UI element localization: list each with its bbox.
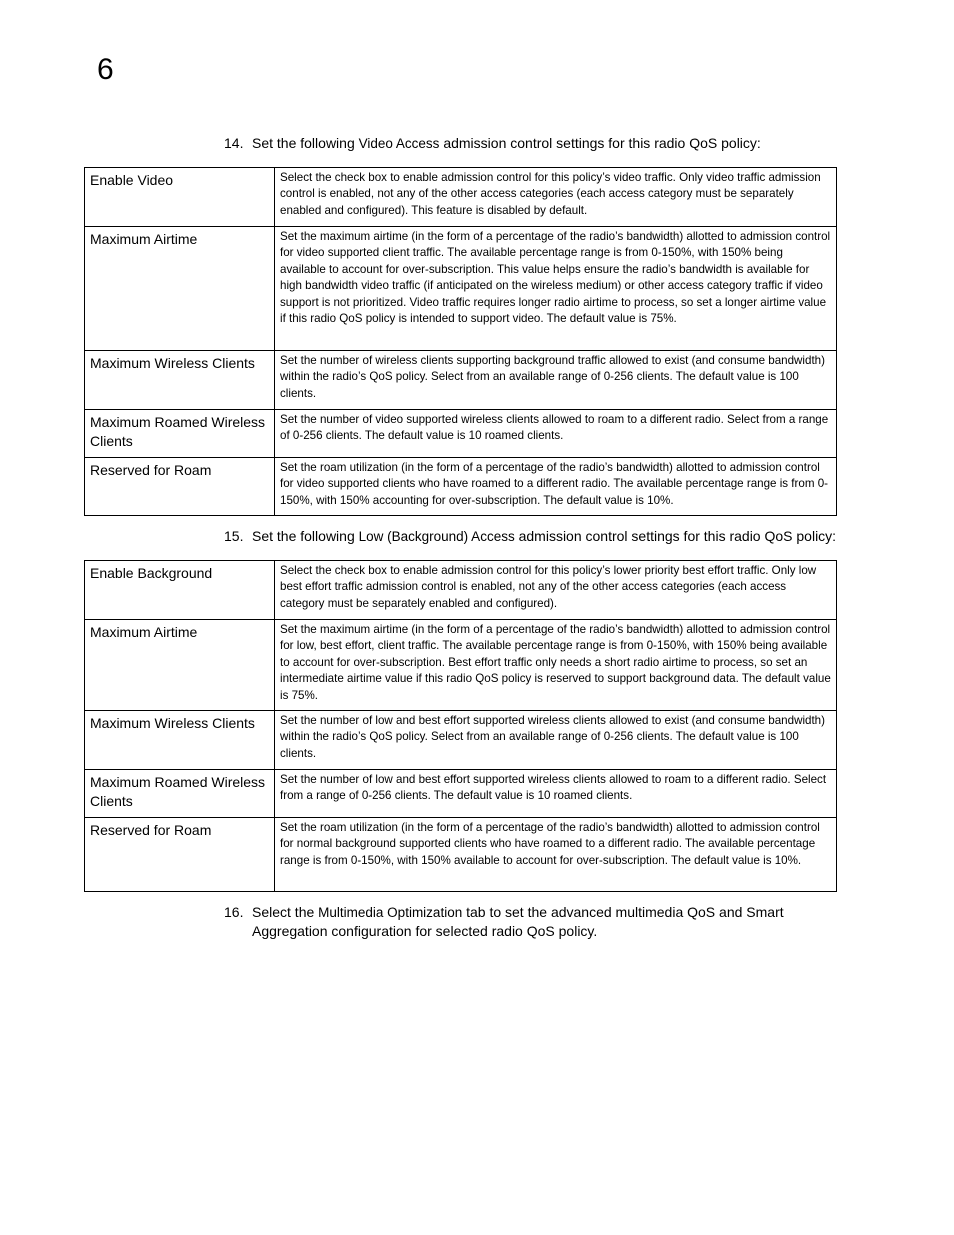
- param-description: Set the number of wireless clients supporting background traffic allowed to exist (and consume bandwidth) within the radio’s QoS policy. Select from an available range of 0-256 clients. The default value is 100 clients.: [275, 351, 837, 410]
- chapter-number: 6: [97, 53, 114, 86]
- step-text: [252, 903, 842, 941]
- step-number: 16.: [224, 904, 244, 920]
- table-row: [85, 410, 837, 458]
- param-description: Select the check box to enable admission control for this policy’s video traffic. Only video traffic admission control is enabled, not any of the other access categories (each access category must be separately enabled and configured). This feature is disabled by default.: [275, 168, 837, 227]
- table-row: [85, 458, 837, 516]
- table-row: [85, 168, 837, 227]
- table-row: [85, 620, 837, 711]
- table-row: [85, 818, 837, 892]
- table-row: [85, 351, 837, 410]
- step-prefix: Set the following: [252, 135, 359, 151]
- step-suffix: admission control settings for this radio QoS policy:: [514, 528, 837, 544]
- param-description: Set the maximum airtime (in the form of a percentage of the radio’s bandwidth) allotted to admission control for low, best effort, client traffic. The available percentage range is from 0-150%, with 150% being available to account for over-subscription. Best effort traffic only needs a short radio airtime to process, so set an intermediate airtime value if this radio QoS policy is reserved to support background data. The default value is 75%.: [275, 620, 837, 711]
- table-row: [85, 227, 837, 351]
- param-name: Maximum Wireless Clients: [85, 351, 275, 410]
- param-description: Select the check box to enable admission control for this policy’s lower priority best effort traffic. Only low best effort traffic admission control is enabled, not any of the other access categories (each access category must be separately enabled and configured).: [275, 561, 837, 620]
- table-row: [85, 770, 837, 818]
- step-suffix: tab to set the advanced multimedia QoS and Smart Aggregation configuration for selected radio QoS policy.: [252, 904, 784, 939]
- param-description: Set the number of low and best effort supported wireless clients allowed to roam to a different radio. Select from a range of 0-256 clients. The default value is 10 roamed clients.: [275, 770, 837, 818]
- param-name: Reserved for Roam: [85, 818, 275, 892]
- param-name: Maximum Roamed Wireless Clients: [85, 770, 275, 818]
- step-prefix: Select the: [252, 904, 319, 920]
- param-description: Set the maximum airtime (in the form of a percentage of the radio’s bandwidth) allotted to admission control for video supported client traffic. The available percentage range is from 0-150%, with 150% being available to account for over-subscription. This value helps ensure the radio’s bandwidth is available for high bandwidth video traffic (if anticipated on the wireless medium) or other access category traffic if video support is not prioritized. Video traffic requires longer radio airtime to process, so set a longer airtime value if this radio QoS policy is intended to support video. The default value is 75%.: [275, 227, 837, 351]
- table-row: [85, 561, 837, 620]
- step-number: 15.: [224, 528, 244, 544]
- ui-term: Multimedia Optimization: [318, 905, 463, 920]
- param-description: Set the number of low and best effort supported wireless clients allowed to exist (and consume bandwidth) within the radio’s QoS policy. Select from an available range of 0-256 clients. The default value is 100 clients.: [275, 711, 837, 770]
- param-name: Maximum Wireless Clients: [85, 711, 275, 770]
- ui-term: Low (Background) Access: [358, 529, 515, 544]
- param-name: Maximum Roamed Wireless Clients: [85, 410, 275, 458]
- param-name: Enable Video: [85, 168, 275, 227]
- param-name: Enable Background: [85, 561, 275, 620]
- step-suffix: admission control settings for this radio QoS policy:: [439, 135, 761, 151]
- param-name: Maximum Airtime: [85, 227, 275, 351]
- step-prefix: Set the following: [252, 528, 359, 544]
- param-name: Maximum Airtime: [85, 620, 275, 711]
- param-name: Reserved for Roam: [85, 458, 275, 516]
- param-description: Set the roam utilization (in the form of a percentage of the radio’s bandwidth) allotted to admission control for normal background supported clients who have roamed to a different radio. The available percentage range is from 0-150%, with 150% available to account for over-subscription. The default value is 10%.: [275, 818, 837, 892]
- param-description: Set the roam utilization (in the form of a percentage of the radio’s bandwidth) allotted to admission control for video supported clients who have roamed to a different radio. The available percentage range is from 0-150%, with 150% accounting for over-subscription. The default value is 10%.: [275, 458, 837, 516]
- step-text: [252, 527, 872, 546]
- background-access-table: [84, 560, 837, 892]
- video-access-table: [84, 167, 837, 516]
- table-row: [85, 711, 837, 770]
- step-number: 14.: [224, 135, 244, 151]
- param-description: Set the number of video supported wireless clients allowed to roam to a different radio. Select from a range of 0-256 clients. The default value is 10 roamed clients.: [275, 410, 837, 458]
- step-text: [252, 134, 872, 153]
- ui-term: Video Access: [358, 136, 440, 151]
